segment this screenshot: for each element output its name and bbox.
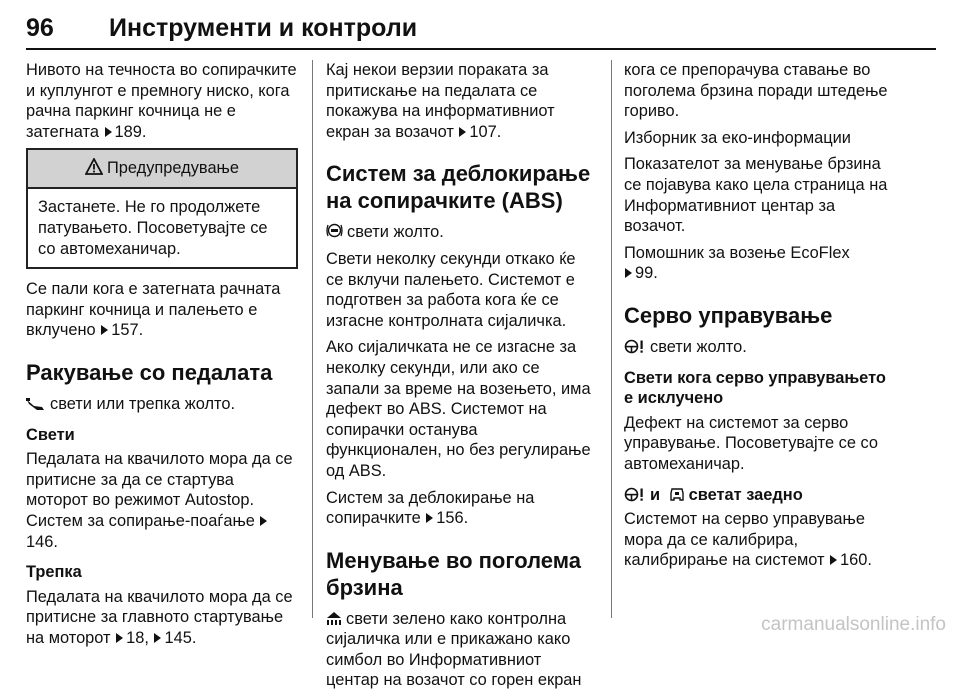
paragraph: Показателот за менување брзина се појавува како цела страница на Информативниот центар за возачот. — [624, 155, 888, 236]
warning-box — [26, 148, 298, 269]
page-ref[interactable]: 160. — [840, 551, 872, 570]
section-heading: Серво управување — [624, 302, 833, 328]
column-1 — [26, 60, 298, 654]
paragraph: Системот на серво управување мора да се калибрира, калибрирање на системот 160. — [624, 510, 872, 570]
paragraph: Помошник за возење EcoFlex 99. — [624, 243, 850, 283]
service-vehicle-icon — [669, 486, 685, 502]
page-ref-arrow-icon — [260, 516, 267, 526]
section-heading: Ракување со педалата — [26, 359, 273, 385]
power-steering-warning-icon — [624, 339, 646, 354]
paragraph: свети зелено како контролна сијаличка или е прикажано како симбол во Информативниот центар на возачот со горен екран — [326, 609, 582, 690]
upshift-indicator-icon — [326, 611, 342, 626]
page-ref[interactable]: 107. — [469, 122, 502, 141]
clutch-pedal-icon — [26, 397, 46, 411]
warning-header — [28, 150, 296, 189]
page-ref[interactable]: 157. — [111, 321, 144, 340]
watermark: carmanualsonline.info — [761, 614, 946, 635]
column-divider — [611, 60, 612, 618]
warning-triangle-icon — [85, 158, 103, 175]
page-ref[interactable]: 156. — [436, 509, 469, 528]
column-2 — [326, 60, 596, 697]
paragraph: Систем за деблокирање на сопирачките 156. — [326, 488, 535, 528]
page-ref[interactable]: 189. — [114, 122, 147, 141]
page-ref-arrow-icon — [625, 268, 632, 278]
paragraph: Ако сијаличката не се изгасне за неколку секунди, или ако се запали за време на возењето, има дефект во ABS. Системот на сопирачки останува функционален, но без регулирање од ABS. — [326, 338, 591, 480]
abs-warning-icon — [326, 222, 343, 239]
section-heading: Менување во поголема брзина — [326, 547, 581, 600]
page-ref-arrow-icon — [116, 633, 123, 643]
header-rule — [26, 48, 936, 50]
page-ref-arrow-icon — [426, 513, 433, 523]
warning-text: Застанете. Не го продолжете патувањето. Посоветувајте се со автомеханичар. — [38, 198, 268, 258]
page-ref[interactable]: 146. — [26, 532, 58, 551]
paragraph: Се пали кога е затегната рачната паркинг кочница и палењето е вклучено 157. — [26, 280, 281, 340]
column-3 — [624, 60, 896, 577]
section-heading: Систем за деблокирање на сопирачките (ABS) — [326, 161, 591, 214]
paragraph: свети жолто. — [326, 222, 596, 243]
page-ref[interactable]: 18, — [126, 628, 149, 647]
paragraph: свети или трепка жолто. — [26, 394, 298, 415]
paragraph: Педалата на квачилото мора да се притисне за да се стартува моторот во режимот Autostop. Систем за сопирање-поаѓање 146. — [26, 450, 293, 551]
warning-title: Предупредување — [107, 159, 239, 178]
page-ref-arrow-icon — [105, 127, 112, 137]
paragraph: Кај некои верзии поракатa за притискање на педалата се покажува на информативниот екран за возачот 107. — [326, 61, 555, 141]
paragraph: Дефект на системот за серво управување. Посоветувајте се со автомеханичар. — [624, 413, 879, 473]
page-ref[interactable]: 145. — [164, 628, 197, 647]
power-steering-warning-icon — [624, 487, 646, 502]
page-header — [26, 14, 936, 52]
paragraph: Нивото на течноста во сопирачките и куплунгот е премногу ниско, кога рачна паркинг кочница не е затегната 189. — [26, 61, 297, 141]
subheading: Свети кога серво управувањето е исклучено — [624, 368, 886, 408]
paragraph: кога се препорачува ставање во поголема брзина поради штедење гориво. — [624, 61, 888, 121]
page-ref-arrow-icon — [154, 633, 161, 643]
page-ref-arrow-icon — [101, 325, 108, 335]
column-divider — [312, 60, 313, 618]
page-ref-arrow-icon — [459, 127, 466, 137]
page-title: Инструменти и контроли — [109, 14, 418, 42]
page-ref[interactable]: 99. — [635, 264, 658, 283]
paragraph: Педалата на квачилото мора да се притисне за главното стартување на моторот 18, 145. — [26, 587, 293, 647]
subheading: и светат заедно — [624, 485, 896, 506]
page-ref-arrow-icon — [830, 555, 837, 565]
subheading: Свети — [26, 425, 75, 444]
paragraph: Изборник за еко-информации — [624, 128, 851, 147]
subheading: Трепка — [26, 563, 82, 582]
paragraph: Свети неколку секунди откако ќе се вклучи палењето. Системот е подготвен за работа кога ќе се изгасне контролната сијаличка. — [326, 249, 576, 330]
paragraph: свети жолто. — [624, 337, 896, 358]
page-number: 96 — [26, 14, 54, 42]
